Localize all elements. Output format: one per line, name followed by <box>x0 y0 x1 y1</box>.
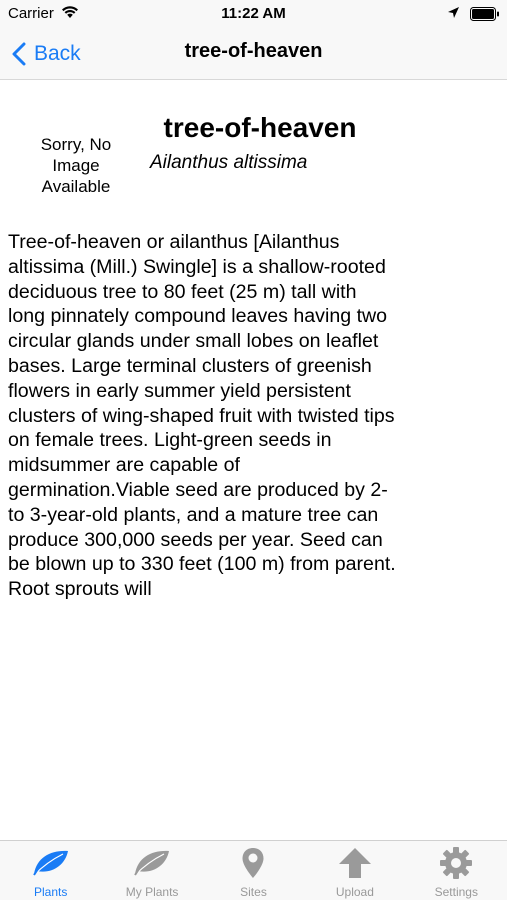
location-arrow-icon <box>447 6 460 23</box>
tab-settings[interactable] <box>406 841 507 900</box>
no-image-placeholder: Sorry, No Image Available <box>40 135 112 196</box>
tab-label: Sites <box>240 885 267 899</box>
status-bar <box>0 0 507 28</box>
gear-icon <box>406 847 507 879</box>
map-pin-icon <box>203 847 304 879</box>
page-title: tree-of-heaven <box>184 40 323 62</box>
description-scroll-area[interactable] <box>8 230 398 635</box>
back-label: Back <box>34 42 81 65</box>
tab-label: My Plants <box>125 885 179 899</box>
clock: 11:22 AM <box>221 5 286 22</box>
leaf-icon <box>101 847 202 877</box>
tab-sites[interactable] <box>203 841 304 900</box>
plant-common-name: tree-of-heaven <box>163 112 357 143</box>
battery-icon <box>470 7 500 25</box>
tab-label: Settings <box>434 885 478 899</box>
tab-plants[interactable] <box>0 841 101 900</box>
tab-upload[interactable] <box>304 841 405 900</box>
navigation-bar <box>0 28 507 80</box>
leaf-icon <box>0 847 101 877</box>
plant-description: Tree-of-heaven or ailanthus [Ailanthus altissima (Mill.) Swingle] is a shallow-rooted deciduous tree to 80 feet (25 m) tall with long pinnately compound leaves having two circular glands under small lobes on leaflet bases. Large terminal clusters of greenish flowers in early summer yield persistent clusters of wing-shaped fruit with twisted tips on female trees. Light-green seeds in midsummer are capable of germination.Viable seed are produced by 2- to 3-year-old plants, and a mature tree can produce 300,000 seeds per year. Seed can be blown up to 330 feet (100 m) from parent. Root sprouts will <box>8 231 396 601</box>
tab-label: Plants <box>34 885 68 899</box>
plant-scientific-name: Ailanthus altissima <box>150 152 308 173</box>
carrier-label: Carrier <box>8 5 54 22</box>
tab-bar <box>0 840 507 900</box>
tab-my-plants[interactable] <box>101 841 202 900</box>
upload-arrow-icon <box>304 847 405 879</box>
tab-label: Upload <box>335 885 374 899</box>
